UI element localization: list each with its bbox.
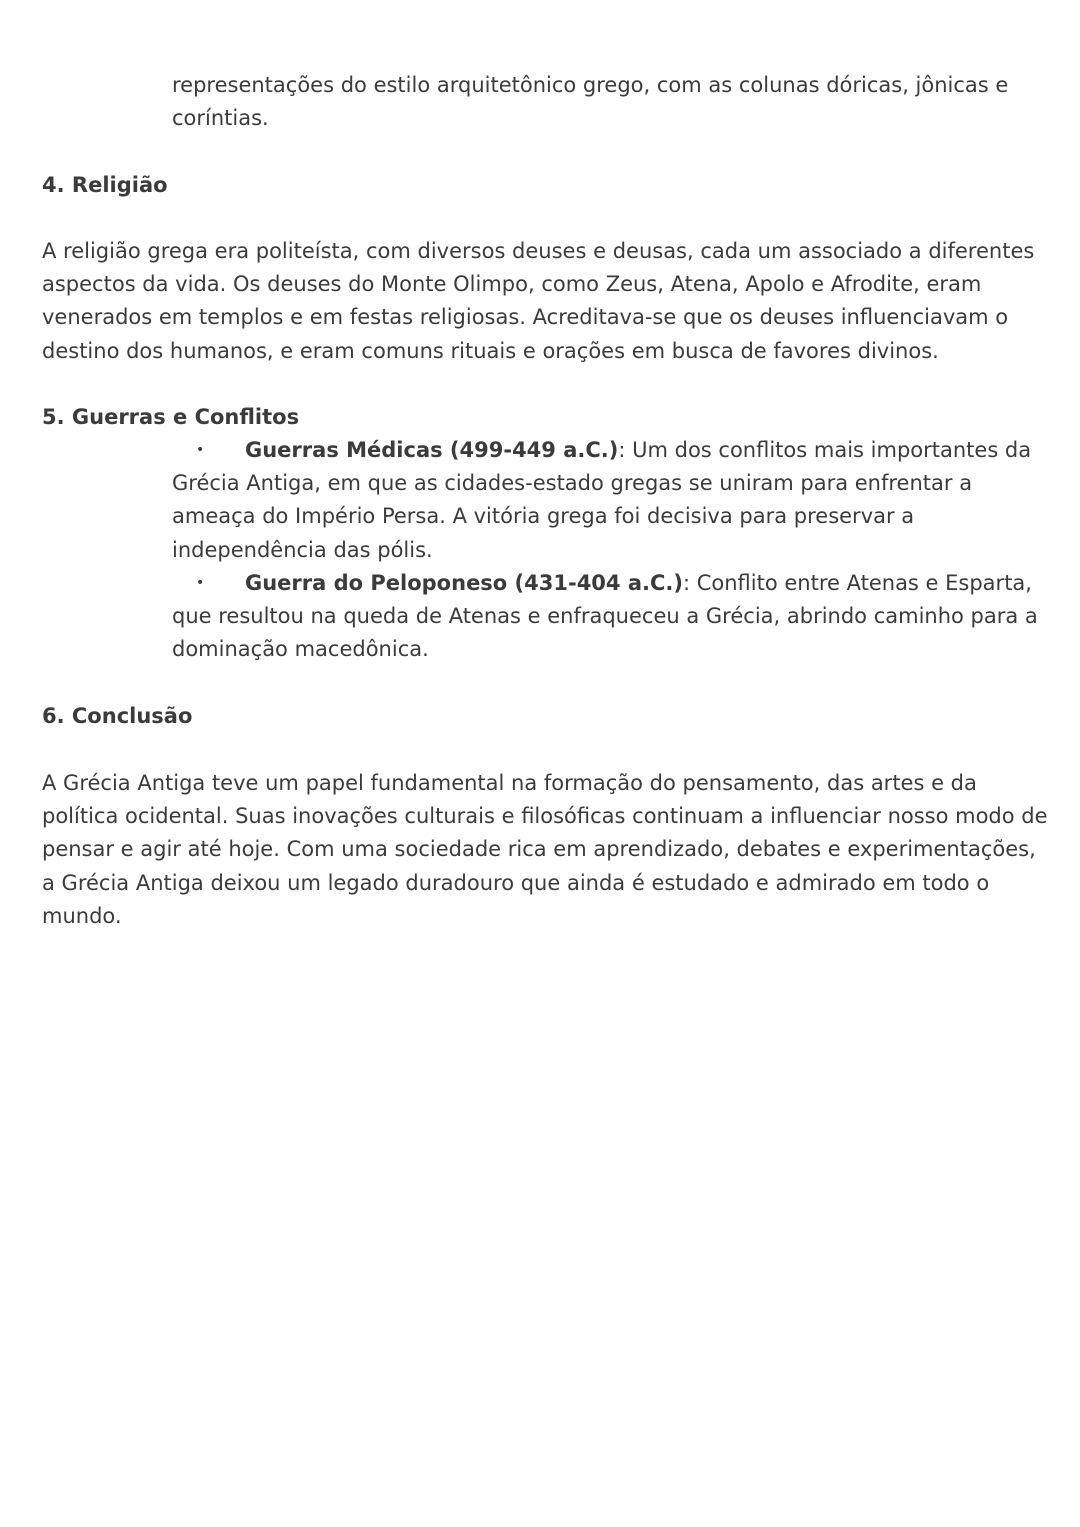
wars-heading: 5. Guerras e Conflitos — [42, 405, 300, 429]
bullet-icon: • — [196, 574, 205, 591]
conclusion-heading: 6. Conclusão — [42, 704, 193, 728]
religion-heading: 4. Religião — [42, 173, 168, 197]
list-item — [172, 567, 1047, 667]
list-item — [172, 434, 1047, 567]
list-item-text: : Conflito entre Atenas e Esparta, que resultou na queda de Atenas e enfraqueceu a Grécia, abrindo caminho para a dominação macedônica. — [172, 570, 1038, 662]
list-item-title: Guerras Médicas (499-449 a.C.) — [245, 438, 619, 462]
conclusion-paragraph: A Grécia Antiga teve um papel fundamental na formação do pensamento, das artes e da política ocidental. Suas inovações culturais e filosóficas continuam a influenciar nosso modo de pensar e agir até hoje. Com uma sociedade rica em aprendizado, debates e experimentações, a Grécia Antiga deixou um legado duradouro que ainda é estudado e admirado em todo o mundo. — [42, 771, 1048, 928]
list-item-text: : Um dos conflitos mais importantes da Grécia Antiga, em que as cidades-estado gregas se uniram para enfrentar a ameaça do Império Persa. A vitória grega foi decisiva para preservar a independência das pólis. — [172, 438, 1032, 562]
list-item-title: Guerra do Peloponeso (431-404 a.C.) — [245, 570, 683, 595]
religion-paragraph: A religião grega era politeísta, com diversos deuses e deusas, cada um associado a diferentes aspectos da vida. Os deuses do Monte Olimpo, como Zeus, Atena, Apolo e Afrodite, eram venerados em templos e em festas religiosas. Acreditava-se que os deuses influenciavam o destino dos humanos, e eram comuns rituais e orações em busca de favores divinos. — [42, 239, 1035, 363]
bullet-icon: • — [196, 442, 205, 458]
wars-list — [172, 434, 1047, 666]
continuation-paragraph: representações do estilo arquitetônico grego, com as colunas dóricas, jônicas e coríntias. — [172, 73, 1009, 131]
